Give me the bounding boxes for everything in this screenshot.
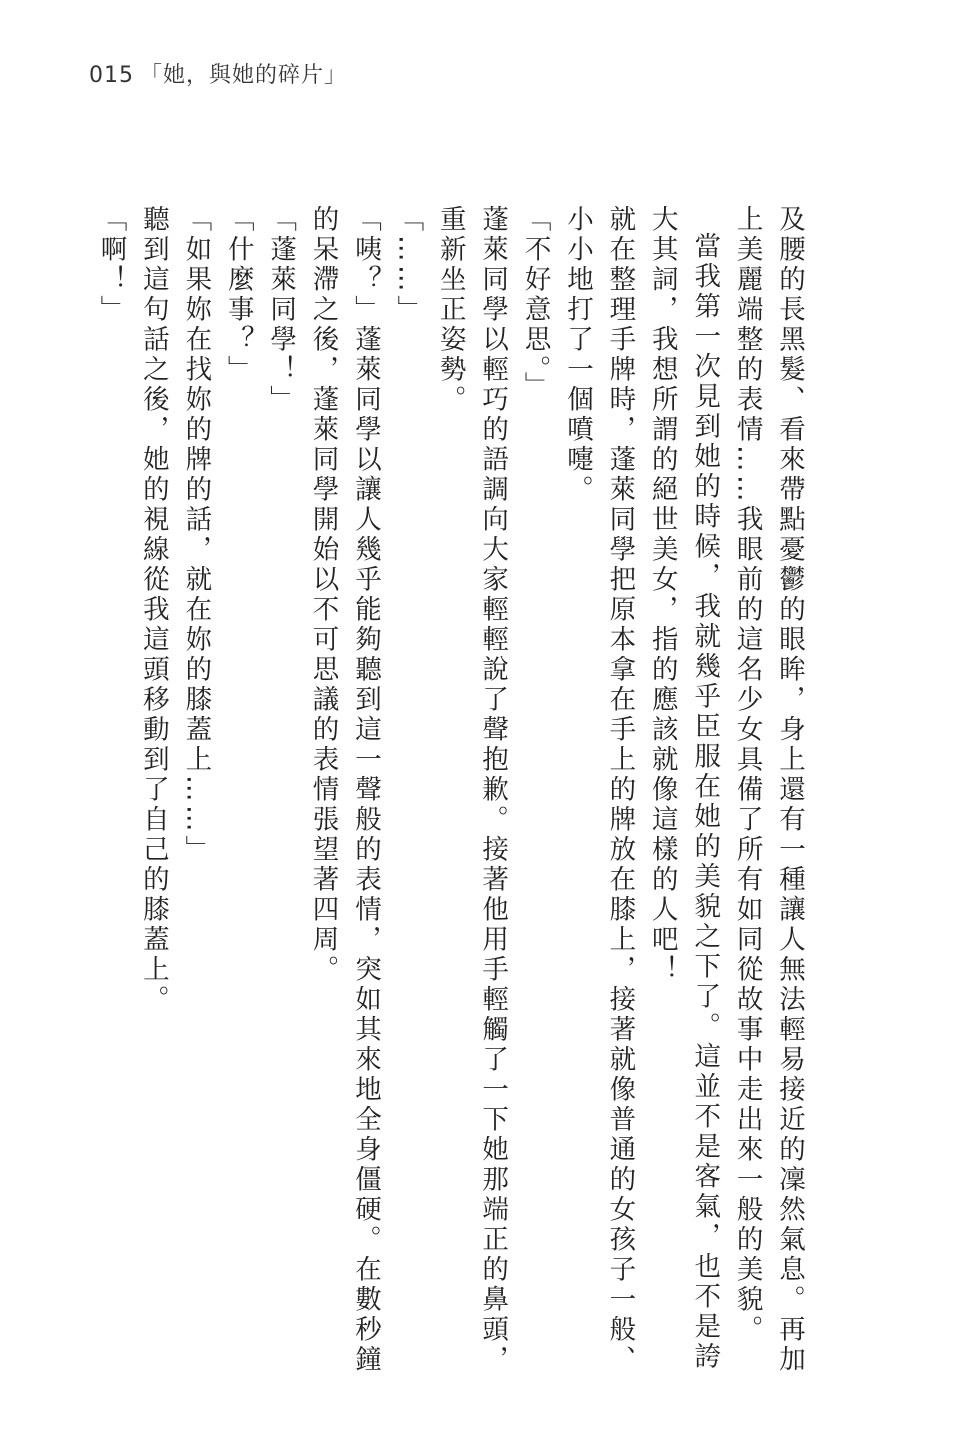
body-text bbox=[80, 205, 810, 1385]
dialogue: 「啊！」 bbox=[95, 205, 127, 325]
paragraph: 當我第一次見到她的時候，我就幾乎臣服在她的美貌之下了。這並不是客氣，也不是誇大其詞，我想所謂的絕世美女，指的應該就像這樣的人吧！ bbox=[646, 205, 721, 1372]
paragraph: 及腰的長黑髮、看來帶點憂鬱的眼眸，身上還有一種讓人無法輕易接近的凜然氣息。再加上美麗端整的表情……我眼前的這名少女具備了所有如同從故事中走出來一般的美貌。 bbox=[731, 205, 805, 1375]
dialogue: 「蓬萊同學！」 bbox=[265, 205, 297, 415]
paragraph: 「咦？」蓬萊同學以讓人幾乎能夠聽到這一聲般的表情，突如其來地全身僵硬。在數秒鐘的呆滯之後，蓬萊同學開始以不可思議的表情張望著四周。 bbox=[307, 205, 381, 1375]
paragraph: 就在整理手牌時，蓬萊同學把原本拿在手上的牌放在膝上，接著就像普通的女孩子一般、小小地打了一個噴嚏。 bbox=[561, 205, 636, 1375]
dialogue: 「……」 bbox=[392, 205, 424, 325]
chapter-title: 「她，與她的碎片」 bbox=[140, 63, 348, 88]
dialogue: 「什麼事？」 bbox=[222, 205, 254, 385]
dialogue: 「如果妳在找妳的牌的話，就在妳的膝蓋上……」 bbox=[180, 205, 212, 865]
paragraph: 聽到這句話之後，她的視線從我這頭移動到了自己的膝蓋上。 bbox=[137, 205, 169, 1015]
page-header bbox=[89, 58, 347, 89]
paragraph: 蓬萊同學以輕巧的語調向大家輕輕說了聲抱歉。接著他用手輕觸了一下她那端正的鼻頭，重新坐正姿勢。 bbox=[434, 205, 509, 1375]
dialogue: 「不好意思。」 bbox=[519, 205, 551, 402]
page-number: 015 bbox=[89, 63, 134, 88]
